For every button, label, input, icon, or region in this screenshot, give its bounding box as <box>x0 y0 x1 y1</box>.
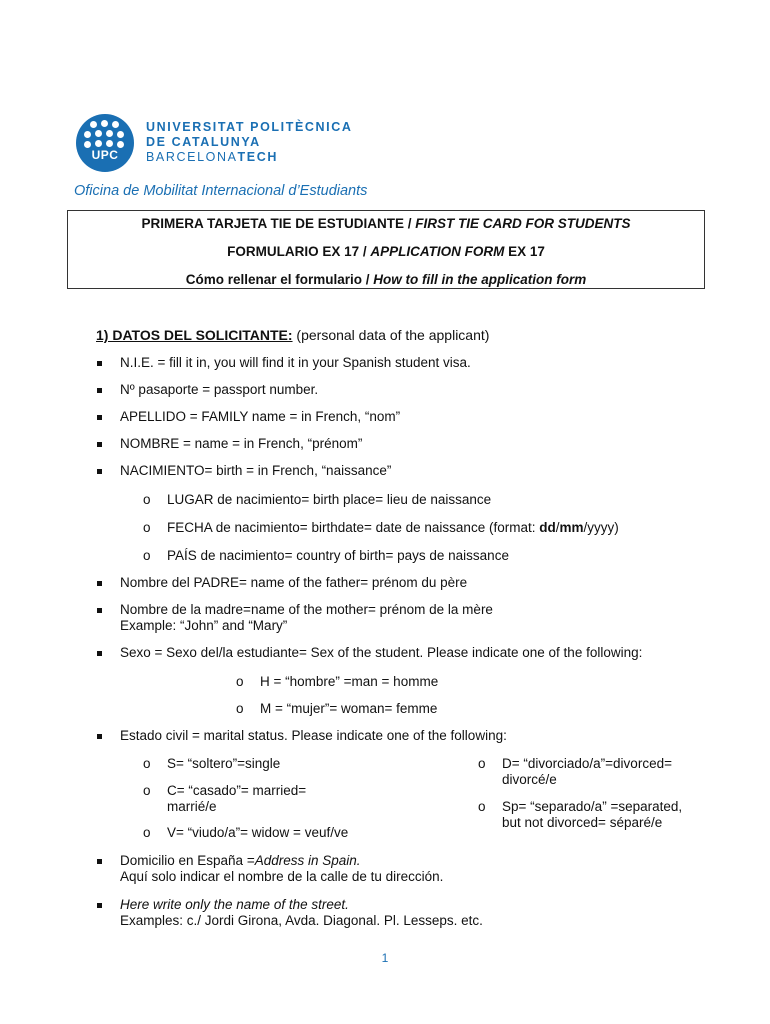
item-nacimiento: NACIMIENTO= birth = in French, “naissance” <box>120 463 392 478</box>
item-soltero: S= “soltero”=single <box>167 756 281 771</box>
circle-bullet-icon: o <box>143 520 151 535</box>
section-subtitle: (personal data of the applicant) <box>292 327 490 343</box>
header-line-3 <box>68 272 704 287</box>
item-divorciado <box>502 756 672 788</box>
tech-text: TECH <box>237 150 278 164</box>
item-sexo: Sexo = Sexo del/la estudiante= Sex of the student. Please indicate one of the following: <box>120 645 643 660</box>
item-hombre: H = “hombre” =man = homme <box>260 674 439 689</box>
university-name <box>146 120 352 165</box>
circle-bullet-icon: o <box>236 674 244 689</box>
header-line-1 <box>68 216 704 231</box>
divorciado-line1: D= “divorciado/a”=divorced= <box>502 756 672 771</box>
divorciado-line2: divorcé/e <box>502 772 557 787</box>
item-estado-civil: Estado civil = marital status. Please indicate one of the following: <box>120 728 507 743</box>
page-number: 1 <box>381 951 389 965</box>
casado-line1: C= “casado”= married= <box>167 783 307 798</box>
upc-logo <box>76 114 134 172</box>
example-names: Example: “John” and “Mary” <box>120 618 288 633</box>
fecha-text: FECHA de nacimiento= birthdate= date de naissance (format: <box>167 520 540 535</box>
fecha-mm: mm <box>559 520 584 535</box>
item-fecha <box>167 520 619 536</box>
bullet-icon <box>97 903 102 908</box>
street-examples: Examples: c./ Jordi Girona, Avda. Diagonal. Pl. Lesseps. etc. <box>120 913 483 928</box>
separado-line2: but not divorced= séparé/e <box>502 815 663 830</box>
header-line-3-en: How to fill in the application form <box>373 272 587 287</box>
item-casado <box>167 783 306 815</box>
office-name: Oficina de Mobilitat Internacional d’Estudiants <box>74 183 368 199</box>
domicilio-line2: Aquí solo indicar el nombre de la calle de tu dirección. <box>120 869 444 884</box>
bullet-icon <box>97 859 102 864</box>
domicilio-en: Address in Spain. <box>254 853 361 868</box>
item-nie: N.I.E. = fill it in, you will find it in your Spanish student visa. <box>120 355 471 370</box>
header-line-1-en: FIRST TIE CARD FOR STUDENTS <box>415 216 631 231</box>
header-line-1-es: PRIMERA TARJETA TIE DE ESTUDIANTE / <box>141 216 416 231</box>
logo-badge-text: UPC <box>91 148 119 162</box>
item-padre: Nombre del PADRE= name of the father= prénom du père <box>120 575 468 590</box>
item-separado <box>502 799 682 831</box>
university-name-line3 <box>146 150 352 165</box>
item-nombre: NOMBRE = name = in French, “prénom” <box>120 436 363 451</box>
madre-text: Nombre de la madre=name of the mother= prénom de la mère <box>120 602 493 617</box>
circle-bullet-icon: o <box>143 756 151 771</box>
university-name-line2: DE CATALUNYA <box>146 135 261 149</box>
header-line-2-end: EX 17 <box>504 244 545 259</box>
header-line-2-es: FORMULARIO EX 17 / <box>227 244 371 259</box>
item-lugar: LUGAR de nacimiento= birth place= lieu de naissance <box>167 492 492 507</box>
circle-bullet-icon: o <box>478 756 486 771</box>
circle-bullet-icon: o <box>143 548 151 563</box>
barcelona-text: BARCELONA <box>146 150 238 164</box>
bullet-icon <box>97 581 102 586</box>
bullet-icon <box>97 361 102 366</box>
bullet-icon <box>97 388 102 393</box>
item-apellido: APELLIDO = FAMILY name = in French, “nom” <box>120 409 401 424</box>
domicilio-es: Domicilio en España = <box>120 853 255 868</box>
bullet-icon <box>97 608 102 613</box>
header-line-3-es: Cómo rellenar el formulario / <box>185 272 374 287</box>
item-viudo: V= “viudo/a”= widow = veuf/ve <box>167 825 349 840</box>
header-line-2 <box>68 244 704 259</box>
circle-bullet-icon: o <box>143 492 151 507</box>
item-mujer: M = “mujer”= woman= femme <box>260 701 438 716</box>
item-domicilio <box>120 853 443 885</box>
form-header-box <box>67 210 705 289</box>
street-instruction: Here write only the name of the street. <box>120 897 349 912</box>
circle-bullet-icon: o <box>236 701 244 716</box>
item-madre <box>120 602 493 634</box>
header-line-2-en: APPLICATION FORM <box>370 244 505 259</box>
bullet-icon <box>97 734 102 739</box>
bullet-icon <box>97 415 102 420</box>
fecha-yyyy: /yyyy) <box>583 520 619 535</box>
fecha-sep: / <box>555 520 560 535</box>
separado-line1: Sp= “separado/a” =separated, <box>502 799 683 814</box>
fecha-dd: dd <box>539 520 556 535</box>
bullet-icon <box>97 442 102 447</box>
domicilio-line1 <box>120 853 443 869</box>
section-title <box>96 327 489 343</box>
item-pais: PAÍS de nacimiento= country of birth= pays de naissance <box>167 548 509 563</box>
section-title-main: 1) DATOS DEL SOLICITANTE: <box>96 327 293 343</box>
circle-bullet-icon: o <box>143 825 151 840</box>
bullet-icon <box>97 651 102 656</box>
university-name-line1: UNIVERSITAT POLITÈCNICA <box>146 120 353 134</box>
circle-bullet-icon: o <box>143 783 151 798</box>
item-street <box>120 897 483 929</box>
item-passport: Nº pasaporte = passport number. <box>120 382 319 397</box>
circle-bullet-icon: o <box>478 799 486 814</box>
casado-line2: marrié/e <box>167 799 217 814</box>
bullet-icon <box>97 469 102 474</box>
